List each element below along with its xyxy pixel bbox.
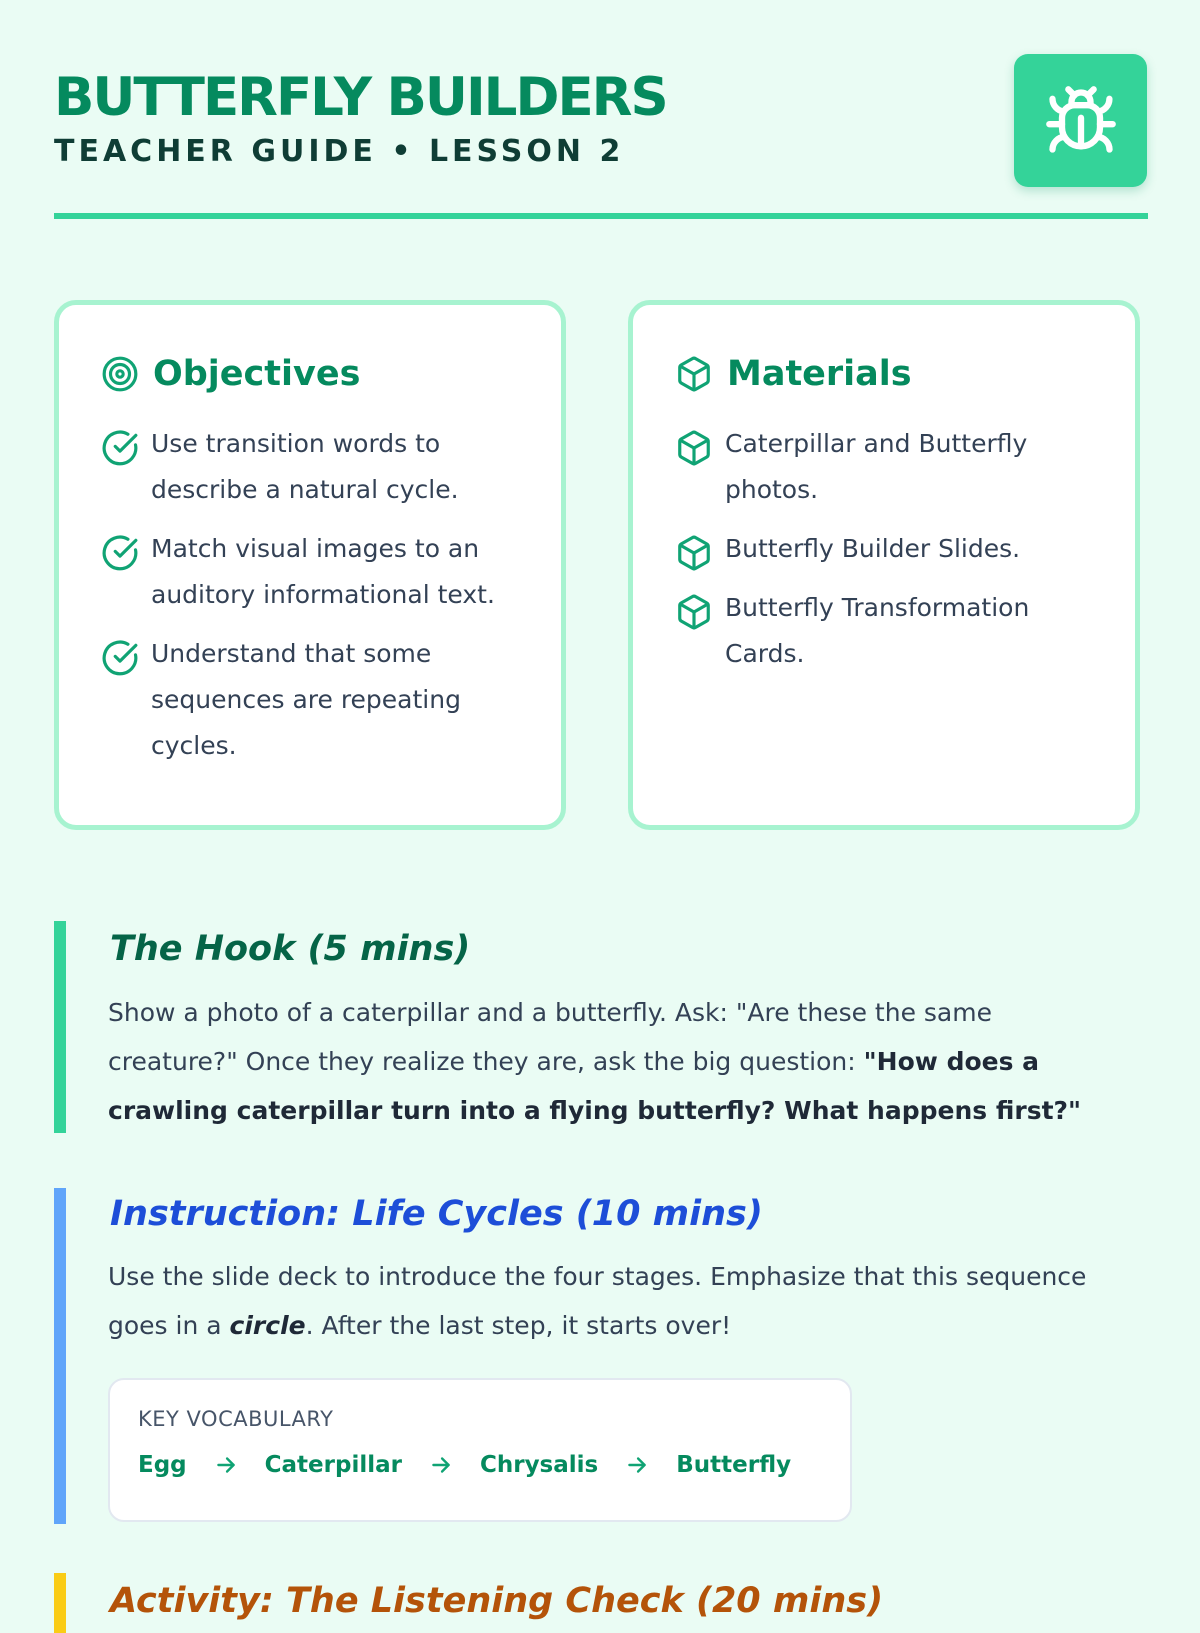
arrow-right-icon bbox=[624, 1452, 650, 1478]
arrow-right-icon bbox=[213, 1452, 239, 1478]
objective-item bbox=[101, 635, 521, 769]
check-circle-icon bbox=[101, 534, 139, 572]
instruction-section bbox=[54, 1188, 1148, 1524]
page-title: BUTTERFLY BUILDERS bbox=[54, 67, 667, 128]
box-icon bbox=[675, 355, 713, 393]
hook-section bbox=[54, 921, 1148, 1133]
instruction-emphasis: circle bbox=[229, 1311, 306, 1340]
material-line: Butterfly Builder Slides. bbox=[725, 534, 1021, 563]
check-circle-icon bbox=[101, 639, 139, 677]
objective-item bbox=[101, 425, 521, 513]
hook-title: The Hook (5 mins) bbox=[110, 929, 471, 969]
objectives-card bbox=[54, 300, 566, 830]
instruction-body bbox=[108, 1252, 1148, 1350]
vocabulary-label: KEY VOCABULARY bbox=[138, 1407, 334, 1431]
activity-section bbox=[54, 1573, 1148, 1633]
objective-line: Use transition words to bbox=[151, 429, 441, 458]
instruction-title: Instruction: Life Cycles (10 mins) bbox=[110, 1194, 763, 1234]
hook-accent-bar bbox=[54, 921, 66, 1133]
target-icon bbox=[101, 355, 139, 393]
objective-line: auditory informational text. bbox=[151, 580, 495, 609]
vocab-word: Egg bbox=[138, 1452, 187, 1478]
bug-icon bbox=[1043, 83, 1119, 159]
box-icon bbox=[675, 534, 713, 572]
vocab-word: Butterfly bbox=[676, 1452, 792, 1478]
material-line: Butterfly Transformation bbox=[725, 593, 1030, 622]
arrow-right-icon bbox=[428, 1452, 454, 1478]
page-subtitle: TEACHER GUIDE • LESSON 2 bbox=[54, 134, 625, 169]
objective-line: Understand that some bbox=[151, 639, 432, 668]
vocab-word: Caterpillar bbox=[264, 1452, 402, 1478]
vocab-word: Chrysalis bbox=[479, 1452, 599, 1478]
vocabulary-box bbox=[108, 1378, 852, 1522]
material-line: Caterpillar and Butterfly bbox=[725, 429, 1028, 458]
hook-question: "How does a bbox=[863, 1047, 1040, 1076]
box-icon bbox=[675, 593, 713, 631]
objective-item bbox=[101, 530, 521, 618]
header-divider bbox=[54, 213, 1148, 219]
materials-title: Materials bbox=[727, 354, 912, 394]
check-circle-icon bbox=[101, 429, 139, 467]
box-icon bbox=[675, 429, 713, 467]
material-item bbox=[675, 530, 1095, 572]
hook-question: crawling caterpillar turn into a flying butterfly? What happens first?" bbox=[108, 1096, 1082, 1125]
objective-line: describe a natural cycle. bbox=[151, 475, 459, 504]
material-item bbox=[675, 589, 1095, 677]
objective-line: Match visual images to an bbox=[151, 534, 480, 563]
logo-badge bbox=[1014, 54, 1147, 187]
hook-body bbox=[108, 988, 1148, 1135]
instruction-accent-bar bbox=[54, 1188, 66, 1524]
instruction-body-line: goes in a bbox=[108, 1311, 230, 1340]
teacher-guide-page bbox=[54, 0, 1148, 1621]
instruction-body-line: . After the last step, it starts over! bbox=[305, 1311, 732, 1340]
objective-line: cycles. bbox=[151, 731, 237, 760]
vocabulary-sequence bbox=[138, 1452, 822, 1478]
hook-body-line: creature?" Once they realize they are, ask the big question: bbox=[108, 1047, 864, 1076]
objective-line: sequences are repeating bbox=[151, 685, 461, 714]
activity-accent-bar bbox=[54, 1573, 66, 1633]
material-line: photos. bbox=[725, 475, 819, 504]
objectives-title: Objectives bbox=[153, 354, 361, 394]
activity-title: Activity: The Listening Check (20 mins) bbox=[110, 1581, 884, 1621]
material-item bbox=[675, 425, 1095, 513]
material-line: Cards. bbox=[725, 639, 805, 668]
instruction-body-line: Use the slide deck to introduce the four stages. Emphasize that this sequence bbox=[108, 1262, 1087, 1291]
materials-card bbox=[628, 300, 1140, 830]
hook-body-line: Show a photo of a caterpillar and a butterfly. Ask: "Are these the same bbox=[108, 998, 992, 1027]
